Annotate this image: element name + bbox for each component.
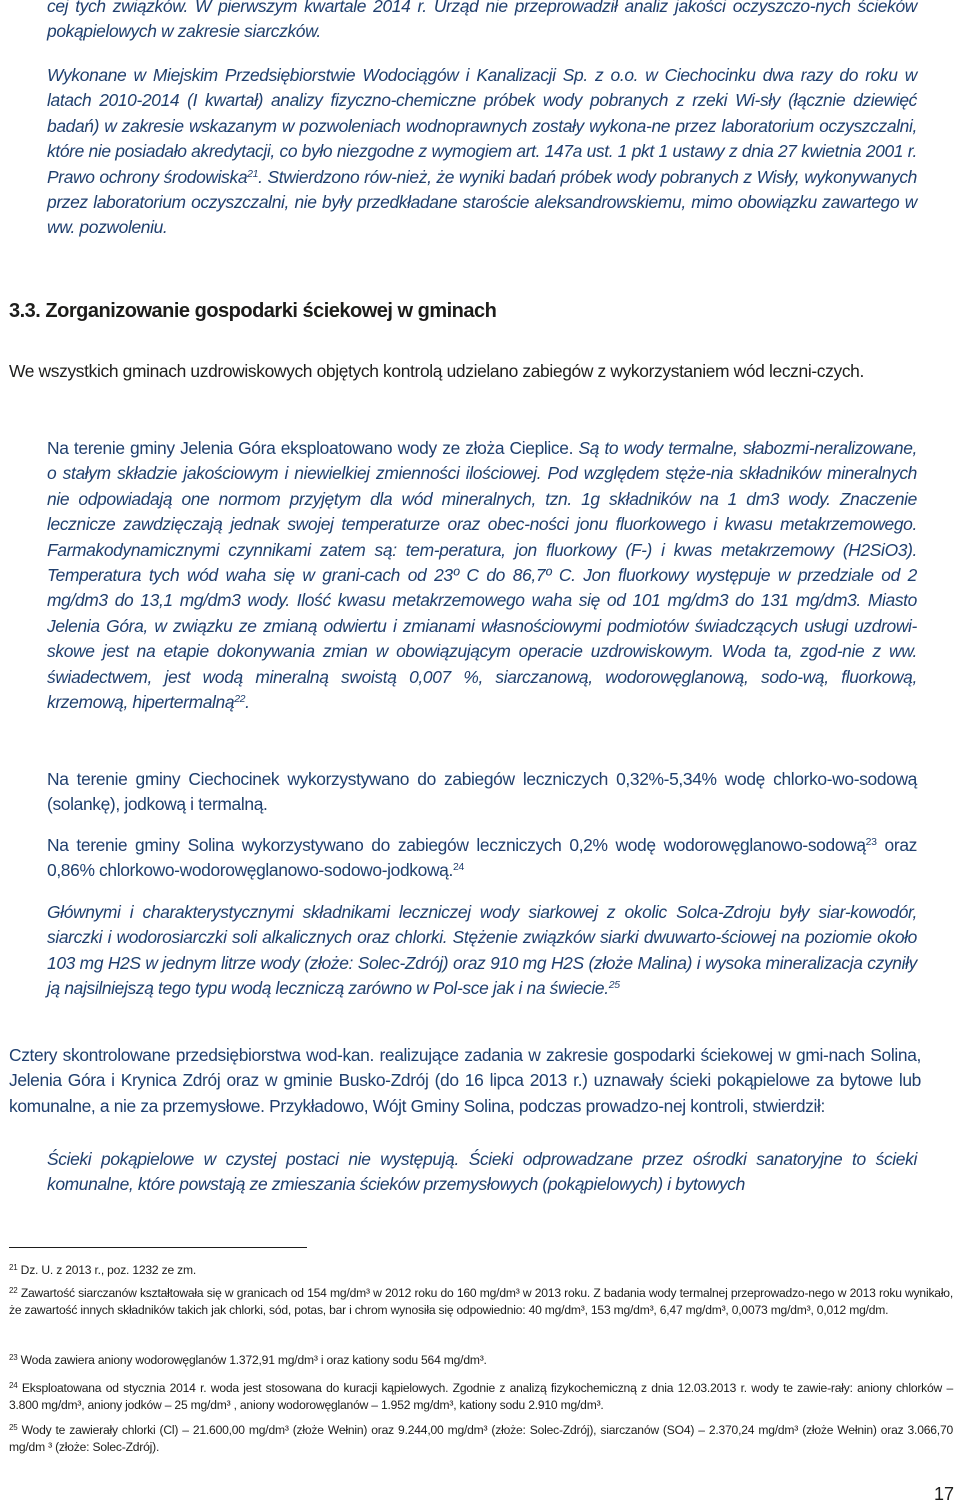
footnote-21: $^{21}$ Dz. U. z 2013 r., poz. 1232 ze zm.: [9, 1263, 197, 1277]
footnote-ref-21: 21: [247, 167, 259, 180]
footnote-separator: [9, 1247, 307, 1248]
section-heading: 3.3. Zorganizowanie gospodarki ściekowej w gminach: [9, 300, 497, 322]
footnote-ref-22: 22: [234, 693, 246, 706]
paragraph-solina: Na terenie gminy Solina wykorzystywano do zabiegów leczniczych 0,2% wodę wodorowęglanowo-sodową$^{23}$ oraz 0,86% chlorkowo-wodorowęglanowo-sodowo-jodkową.$^{24}$: [47, 835, 917, 881]
footnote-24: $^{24}$ Eksploatowana od stycznia 2014 r. woda jest stosowana do kuracji kąpielowych. Zgodnie z analizą fizykochemiczną z dnia 12.03.2013 r. wody te zawie-rały: aniony chlorków – 3.800 mg/dm³, aniony jodków – 25 mg/dm³ , aniony wodorowęglanów – 1.952 mg/dm³, kationy sodu 2.910 mg/dm³.: [9, 1381, 953, 1412]
footnote-ref-24: 24: [453, 861, 464, 874]
paragraph-ciechocinek-analizy: Wykonane w Miejskim Przedsiębiorstwie Wodociągów i Kanalizacji Sp. z o.o. w Ciechocinku dwa razy do roku w latach 2010-2014 (I kwartał) analizy fizyczno-chemiczne próbek wody pobranych z rzeki Wi-sły (łącznie dziewięć badań) w zakresie wskazanym w pozwoleniach wodnoprawnych zostały wykona-ne przez laboratorium oczyszczalni, które nie posiadało akredytacji, co było niezgodne z wymogiem art. 147a ust. 1 pkt 1 ustawy z dnia 27 kwietnia 2001 r. Prawo ochrony środowiska$^{21}$. Stwierdzono rów-nież, że wyniki badań próbek wody pobranych z Wisły, wykonywanych przez laboratorium oczyszczalni, nie były przedkładane staroście aleksandrowskiemu, mimo obowiązku zawartego w ww. pozwoleniu.: [47, 65, 917, 238]
paragraph-quote: Ścieki pokąpielowe w czystej postaci nie występują. Ścieki odprowadzane przez ośrodki sanatoryjne to ścieki komunalne, które powstają ze zmieszania ścieków przemysłowych (pokąpielowych) i bytowych: [47, 1149, 917, 1195]
page-number: 17: [933, 1484, 954, 1504]
footnote-23: $^{23}$ Woda zawiera aniony wodorowęglanów 1.372,91 mg/dm³ i oraz kationy sodu 564 mg/dm³.: [9, 1353, 487, 1367]
paragraph-ciechocinek: Na terenie gminy Ciechocinek wykorzystywano do zabiegów leczniczych 0,32%-5,34% wodę chlorko-wo-sodową (solankę), jodkową i termalną.: [47, 769, 917, 815]
paragraph-jelenia-gora: Na terenie gminy Jelenia Góra eksploatowano wody ze złoża Cieplice. Są to wody termalne, słabozmi-neralizowane, o stałym składzie jakościowym i niewielkiej zmienności ilościowej. Pod względem stęże-nia składników mineralnych nie odpowiadają one normom przyjętym dla wód mineralnych, tzn. 1g składników na 1 dm3 wody. Znaczenie lecznicze zawdzięczają jednak swojej temperaturze oraz obec-ności jonu fluorkowego i kwasu metakrzemowego. Farmakodynamicznymi czynnikami zatem są: tem-peratura, jon fluorkowy (F-) i kwas metakrzemowy (H2SiO3). Temperatura tych wód waha się w grani-cach od 23º C do 86,7º C. Jon fluorkowy występuje w przedziale od 2 mg/dm3 do 13,1 mg/dm3 wody. Ilość kwasu metakrzemowego waha się od 101 mg/dm3 do 131 mg/dm3. Miasto Jelenia Góra, w związku ze zmianą odwiertu i zmianami własnościowymi podmiotów świadczących usługi uzdrowi-skowe jest na etapie dokonywania zmian w obowiązującym operacie uzdrowiskowym. Woda ta, zgod-nie z ww. świadectwem, jest wodą mineralną swoistą 0,007 %, siarczanową, wodorowęglanową, sodo-wą, fluorkową, krzemową, hipertermalną$^{22}$.: [47, 438, 917, 713]
paragraph-przedsiebiorstwa: Cztery skontrolowane przedsiębiorstwa wod-kan. realizujące zadania w zakresie gospodarki ściekowej w gmi-nach Solina, Jelenia Góra i Krynica Zdrój oraz w gminie Busko-Zdrój (do 16 lipca 2013 r.) uznawały ścieki pokąpielowe za bytowe lub komunalne, a nie za przemysłowe. Przykładowo, Wójt Gminy Solina, podczas prowadzo-nej kontroli, stwierdził:: [9, 1045, 921, 1116]
footnote-ref-25: 25: [608, 979, 620, 992]
footnote-22: $^{22}$ Zawartość siarczanów kształtowała się w granicach od 154 mg/dm³ w 2012 roku do 160 mg/dm³ w 2013 roku. Z badania wody termalnej przeprowadzo-nego w 2013 roku wynikało, że zawartość innych składników takich jak chlorki, sód, potas, bar i chrom wynosiła się odpowiednio: 40 mg/dm³, 153 mg/dm³, 6,47 mg/dm³, 0,0073 mg/dm³, 0,012 mg/dm.: [9, 1286, 953, 1317]
paragraph-siarczki: cej tych związków. W pierwszym kwartale 2014 r. Urząd nie przeprowadził analiz jakości oczyszczo-nych ścieków pokąpielowych w zakresie siarczków.: [47, 0, 917, 42]
paragraph-intro: We wszystkich gminach uzdrowiskowych objętych kontrolą udzielano zabiegów z wykorzystaniem wód leczni-czych.: [9, 361, 864, 381]
footnote-25: $^{25}$ Wody te zawierały chlorki (Cl) – 21.600,00 mg/dm³ (złoże Wełnin) oraz 9.244,00 mg/dm³ (złoże: Solec-Zdrój), siarczanów (SO4) – 2.370,24 mg/dm³ (złoże Wełnin) oraz 3.066,70 mg/dm ³ (złoże: Solec-Zdrój).: [9, 1423, 953, 1454]
paragraph-solec-zdroj: Głównymi i charakterystycznymi składnikami leczniczej wody siarkowej z okolic Solca-Zdroju były siar-kowodór, siarczki i wodorosiarczki soli alkalicznych oraz chlorki. Stężenie związków siarki dwuwarto-ściowej na poziomie około 103 mg H2S w jednym litrze wody (złoże: Solec-Zdrój) oraz 910 mg H2S (złoże Malina) i wysoka mineralizacja czyniły ją najsilniejszą tego typu wodą leczniczą zarówno w Pol-sce jak i na świecie.$^{25}$: [47, 902, 917, 999]
footnote-ref-23: 23: [865, 836, 877, 848]
